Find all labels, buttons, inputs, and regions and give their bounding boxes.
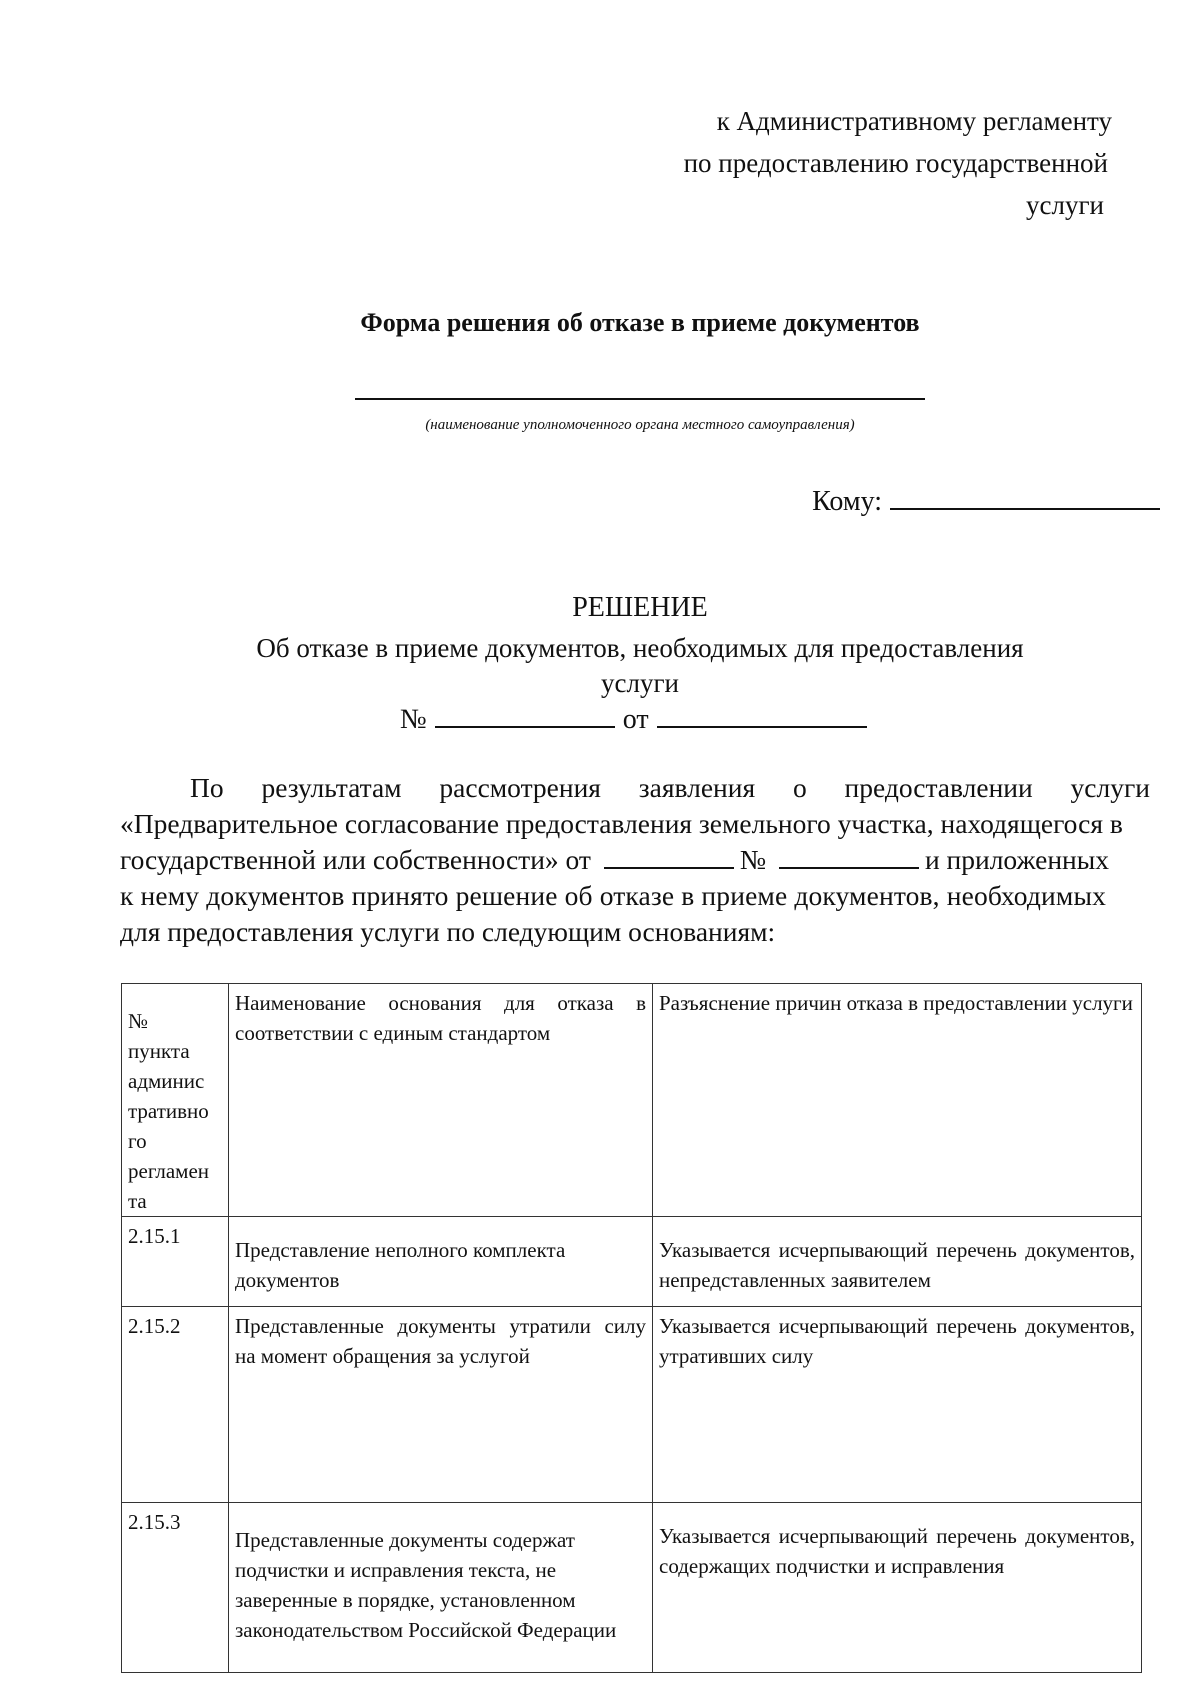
decision-date-label: от xyxy=(622,704,649,735)
header-text-line: № xyxy=(128,1009,149,1033)
header-text-line: админис xyxy=(128,1069,205,1093)
body-line-4 xyxy=(120,878,1150,914)
body-line-3 xyxy=(120,842,1150,878)
recipient-label: Кому: xyxy=(812,486,882,517)
explanation-cell: Указывается исчерпывающий перечень документов, содержащих подчистки и исправления xyxy=(653,1503,1142,1673)
body-line-5 xyxy=(120,914,1150,950)
header-text-line: регламен xyxy=(128,1159,210,1183)
regulation-line-3: услуги xyxy=(1026,190,1104,220)
application-date-blank xyxy=(604,843,734,869)
body-word: предоставлении xyxy=(844,772,1033,803)
table-row xyxy=(122,1503,1142,1673)
authority-name-line xyxy=(355,398,925,400)
explanation-cell: Указывается исчерпывающий перечень документов, утративших силу xyxy=(653,1307,1142,1503)
recipient-blank-line xyxy=(890,486,1160,510)
application-number-blank xyxy=(779,843,919,869)
explanation-cell: Указывается исчерпывающий перечень документов, непредставленных заявителем xyxy=(653,1217,1142,1307)
paragraph-number-cell: 2.15.2 xyxy=(122,1307,229,1503)
body-number-sign: № xyxy=(739,844,767,875)
decision-number-blank xyxy=(435,706,615,728)
reason-cell: Представление неполного комплекта документов xyxy=(229,1217,653,1307)
body-text-line: к нему документов принято решение об отказе в приеме документов, необходимых xyxy=(120,880,1106,911)
table-row xyxy=(122,1217,1142,1307)
table-header-row xyxy=(122,984,1142,1217)
header-cell-reason: Наименование основания для отказа в соответствии с единым стандартом xyxy=(229,984,653,1217)
body-line-1 xyxy=(120,770,1150,806)
decision-title: РЕШЕНИЕ xyxy=(572,592,708,623)
decision-number-date xyxy=(400,704,867,736)
body-word: рассмотрения xyxy=(439,772,601,803)
authority-caption: (наименование уполномоченного органа местного самоуправления) xyxy=(425,417,855,433)
header-text-line: го xyxy=(128,1129,147,1153)
body-line-2 xyxy=(120,806,1150,842)
regulation-reference xyxy=(592,100,1112,226)
table-row xyxy=(122,1307,1142,1503)
decision-subtitle-line-1: Об отказе в приеме документов, необходимых для предоставления xyxy=(256,633,1024,663)
regulation-line-2: по предоставлению государственной xyxy=(683,148,1108,178)
header-cell-explanation: Разъяснение причин отказа в предоставлении услуги xyxy=(653,984,1142,1217)
body-word: заявления xyxy=(638,772,756,803)
paragraph-number-cell: 2.15.3 xyxy=(122,1503,229,1673)
header-cell-paragraph-number xyxy=(122,984,229,1217)
recipient-field xyxy=(812,486,1160,518)
decision-number-label: № xyxy=(400,704,427,735)
header-text-line: та xyxy=(128,1189,147,1213)
body-text-segment: и приложенных xyxy=(924,844,1110,875)
body-text-line: для предоставления услуги по следующим основаниям: xyxy=(120,916,776,947)
form-title: Форма решения об отказе в приеме документов xyxy=(360,308,920,337)
body-word: о xyxy=(792,772,807,803)
header-text-line: тративно xyxy=(128,1099,209,1123)
body-word: По xyxy=(190,772,224,803)
body-text-segment: государственной или собственности» от xyxy=(120,844,591,875)
decision-date-blank xyxy=(657,706,867,728)
regulation-line-1: к Административному регламенту xyxy=(716,106,1112,136)
reason-cell: Представленные документы утратили силу на момент обращения за услугой xyxy=(229,1307,653,1503)
body-text-line: «Предварительное согласование предоставления земельного участка, находящегося в xyxy=(120,808,1123,839)
body-line-3-content xyxy=(120,842,1109,878)
body-word: услуги xyxy=(1070,772,1150,803)
decision-subtitle-line-2: услуги xyxy=(601,668,679,698)
refusal-reasons-table xyxy=(121,983,1142,1673)
reason-cell: Представленные документы содержат подчистки и исправления текста, не заверенные в порядке, установленном законодательством Российской Федерации xyxy=(229,1503,653,1673)
decision-body-paragraph xyxy=(120,770,1150,950)
paragraph-number-cell: 2.15.1 xyxy=(122,1217,229,1307)
header-text-line: пункта xyxy=(128,1039,190,1063)
body-word: результатам xyxy=(261,772,402,803)
